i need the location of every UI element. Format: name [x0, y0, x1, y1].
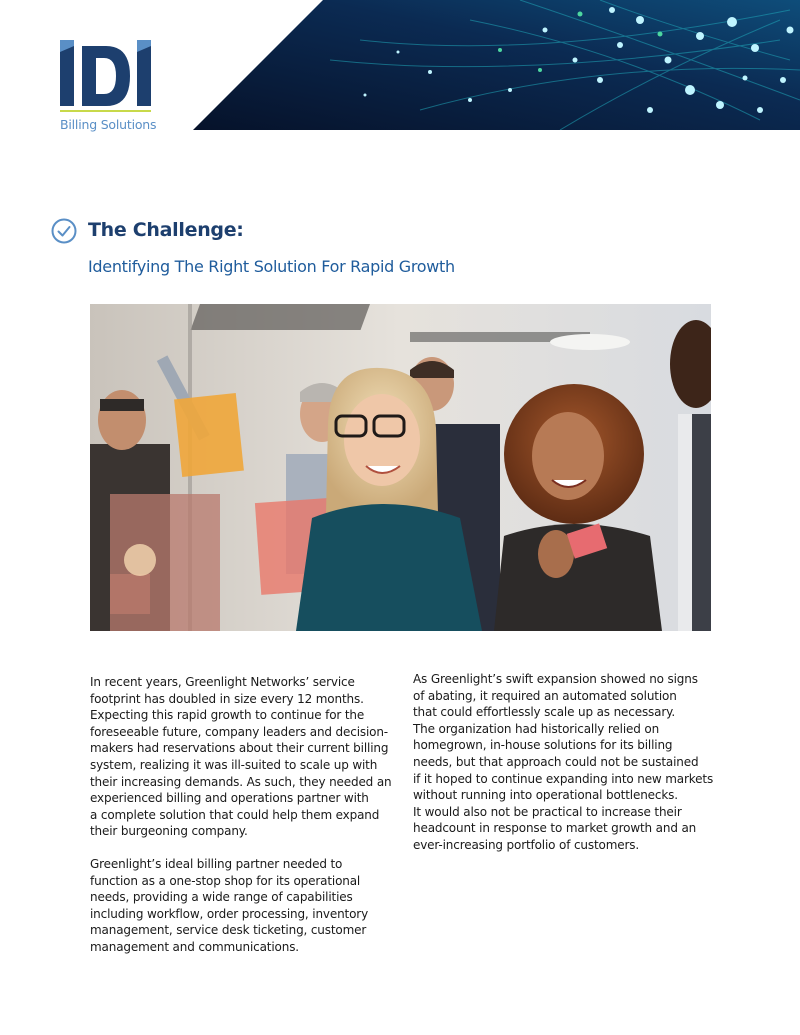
- text-line: homegrown, in-house solutions for its billing: [413, 738, 673, 753]
- section-title: The Challenge:: [88, 219, 244, 241]
- text-line: a complete solution that could help them expand: [90, 807, 380, 822]
- text-line: that could effortlessly scale up as necessary.: [413, 705, 676, 720]
- text-line: makers had reservations about their current billing: [90, 741, 389, 756]
- text-line: It would also not be practical to increase their: [413, 804, 682, 819]
- section-subtitle: Identifying The Right Solution For Rapid Growth: [88, 257, 455, 276]
- text-line: foreseeable future, company leaders and decision-: [90, 724, 388, 739]
- text-line: Greenlight’s ideal billing partner needed to: [90, 856, 343, 871]
- text-line: management, service desk ticketing, customer: [90, 923, 367, 938]
- text-line: needs, providing a wide range of capabilities: [90, 890, 353, 905]
- text-line: including workflow, order processing, inventory: [90, 906, 369, 921]
- text-line: their burgeoning company.: [90, 824, 248, 839]
- text-line: needs, but that approach could not be sustained: [413, 754, 699, 769]
- right-column: [413, 671, 713, 854]
- text-line: function as a one-stop shop for its operational: [90, 873, 361, 888]
- paragraph-partner: [90, 856, 390, 956]
- text-line: without running into operational bottlenecks.: [413, 788, 678, 803]
- idi-logo-mark: [58, 40, 154, 116]
- paragraph-growth: [90, 674, 390, 840]
- text-line: As Greenlight’s swift expansion showed no signs: [413, 672, 698, 686]
- text-line: Expecting this rapid growth to continue for the: [90, 708, 365, 723]
- company-logo: [58, 40, 157, 132]
- text-line: In recent years, Greenlight Networks’ service: [90, 675, 355, 689]
- text-line: their increasing demands. As such, they needed an: [90, 774, 392, 789]
- text-line: if it hoped to continue expanding into new markets: [413, 771, 714, 786]
- text-line: of abating, it required an automated solution: [413, 688, 677, 703]
- text-line: The organization had historically relied on: [413, 721, 660, 736]
- text-line: ever-increasing portfolio of customers.: [413, 837, 640, 852]
- text-line: footprint has doubled in size every 12 months.: [90, 691, 364, 706]
- text-line: headcount in response to market growth and an: [413, 821, 697, 836]
- text-line: management and communications.: [90, 939, 299, 954]
- text-line: system, realizing it was ill-suited to scale up with: [90, 757, 378, 772]
- logo-tagline: Billing Solutions: [60, 117, 157, 132]
- team-photo: [90, 304, 711, 631]
- text-line: experienced billing and operations partner with: [90, 791, 369, 806]
- left-column: [90, 674, 390, 956]
- check-circle-icon: [51, 218, 77, 244]
